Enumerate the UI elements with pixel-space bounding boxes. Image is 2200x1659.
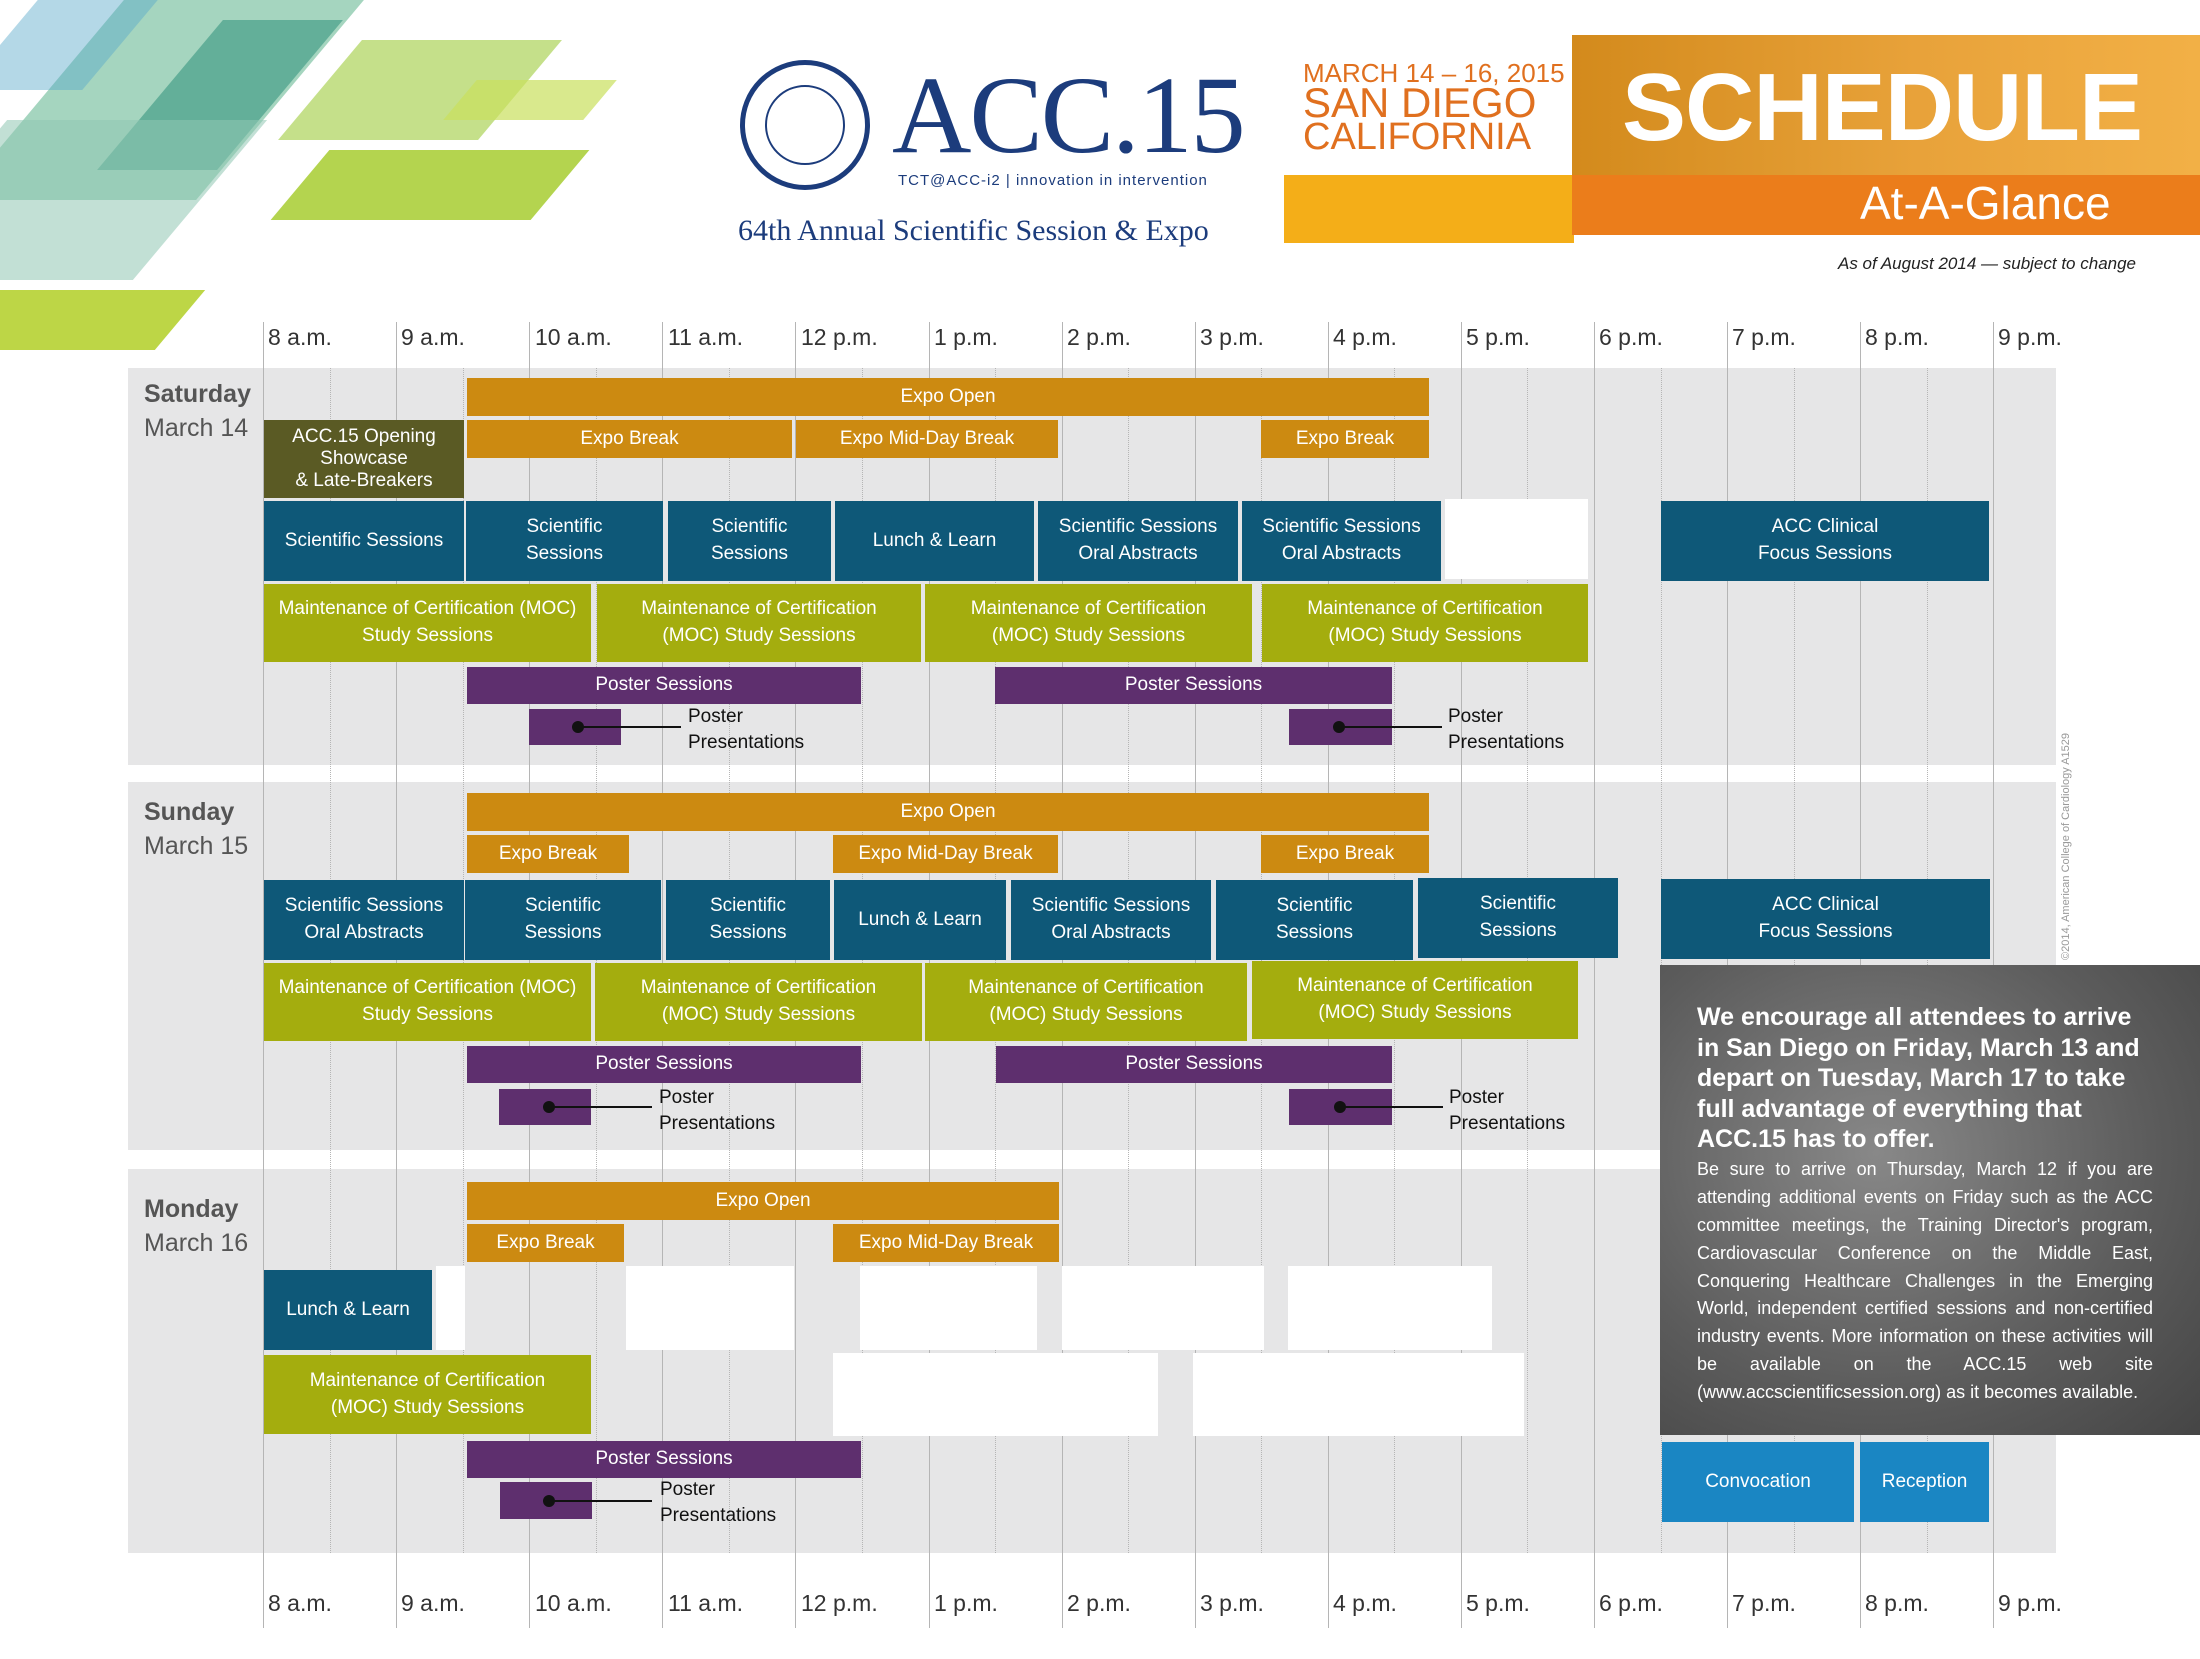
event-city: SAN DIEGO	[1303, 79, 1537, 126]
event-dates: MARCH 14 – 16, 2015	[1303, 58, 1565, 88]
hour-label: 9 a.m.	[401, 324, 465, 350]
scientific-sessions-oral-bar[interactable]: Scientific Sessions Oral Abstracts	[1038, 501, 1238, 581]
day-date-sunday: March 15	[144, 832, 249, 860]
expo-break-bar[interactable]: Expo Break	[467, 835, 629, 873]
hour-label: 4 p.m.	[1333, 324, 1397, 350]
moc-study-bar[interactable]: Maintenance of Certification (MOC) Study Sessions	[1252, 961, 1578, 1039]
event-state: CALIFORNIA	[1303, 116, 1532, 158]
poster-sessions-bar[interactable]: Poster Sessions	[467, 1441, 861, 1478]
hour-label: 9 a.m.	[401, 1590, 465, 1616]
expo-open-bar[interactable]: Expo Open	[467, 793, 1429, 831]
day-name-monday: Monday	[144, 1195, 239, 1223]
acc-clinical-focus-bar[interactable]: ACC Clinical Focus Sessions	[1661, 879, 1990, 959]
acc-clinical-focus-bar[interactable]: ACC Clinical Focus Sessions	[1661, 501, 1989, 581]
empty-slot	[1062, 1266, 1264, 1350]
pointer-line	[578, 726, 681, 728]
hour-label: 9 p.m.	[1998, 1590, 2062, 1616]
info-body: Be sure to arrive on Thursday, March 12 if you are attending additional events on Friday such as the ACC committee meetings, the Training Director's program, Cardiovascular Conference on the Middle East, Conquering Healthcare Challenges in the Emerging World, independent certified sessions and non-certified industry events. More information on these activities will be available on the ACC.15 web site (www.accscientificsession.org) as it becomes available.	[1697, 1159, 2153, 1403]
hour-label: 6 p.m.	[1599, 1590, 1663, 1616]
scientific-sessions-bar[interactable]: Scientific Sessions	[666, 880, 830, 960]
hour-gridline	[1594, 322, 1595, 1628]
day-date-monday: March 16	[144, 1229, 249, 1257]
moc-study-bar[interactable]: Maintenance of Certification (MOC) Study Sessions	[264, 1355, 591, 1434]
hour-label: 10 a.m.	[535, 324, 612, 350]
scientific-sessions-bar[interactable]: Scientific Sessions	[668, 501, 831, 581]
expo-midday-break-bar[interactable]: Expo Mid-Day Break	[833, 835, 1058, 873]
moc-study-bar[interactable]: Maintenance of Certification (MOC) Study Sessions	[925, 963, 1247, 1041]
info-headline: We encourage all attendees to arrive in San Diego on Friday, March 13 and depart on Tuesday, March 17 to take full advantage of everything that ACC.15 has to offer.	[1697, 1003, 2140, 1153]
poster-presentations-label: Poster Presentations	[1448, 706, 1565, 753]
pointer-line	[1339, 726, 1442, 728]
expo-break-bar[interactable]: Expo Break	[1261, 420, 1429, 458]
hour-label: 5 p.m.	[1466, 324, 1530, 350]
empty-slot	[626, 1266, 794, 1350]
scientific-sessions-oral-bar[interactable]: Scientific Sessions Oral Abstracts	[264, 880, 464, 960]
logo-title: ACC.15	[892, 54, 1244, 176]
hour-label: 11 a.m.	[668, 324, 743, 350]
hour-label: 4 p.m.	[1333, 1590, 1397, 1616]
moc-study-bar[interactable]: Maintenance of Certification (MOC) Study Sessions	[264, 963, 591, 1041]
logo-subtitle: 64th Annual Scientific Session & Expo	[738, 214, 1209, 247]
moc-study-bar[interactable]: Maintenance of Certification (MOC) Study Sessions	[1262, 584, 1588, 662]
hour-label: 8 a.m.	[268, 1590, 332, 1616]
hour-label: 12 p.m.	[801, 1590, 878, 1616]
expo-break-bar[interactable]: Expo Break	[467, 1224, 624, 1262]
lunch-and-learn-bar[interactable]: Lunch & Learn	[835, 501, 1034, 581]
hour-label: 11 a.m.	[668, 1590, 743, 1616]
hour-label: 2 p.m.	[1067, 324, 1131, 350]
copyright-note: ©2014, American College of Cardiology A1529	[2060, 732, 2072, 960]
empty-slot	[1193, 1353, 1524, 1436]
hour-label: 7 p.m.	[1732, 1590, 1796, 1616]
poster-sessions-bar[interactable]: Poster Sessions	[995, 667, 1392, 704]
reception-bar[interactable]: Reception	[1860, 1442, 1989, 1522]
moc-study-bar[interactable]: Maintenance of Certification (MOC) Study Sessions	[925, 584, 1252, 662]
hour-label: 5 p.m.	[1466, 1590, 1530, 1616]
empty-slot	[1288, 1266, 1492, 1350]
poster-sessions-bar[interactable]: Poster Sessions	[467, 667, 861, 704]
expo-open-bar[interactable]: Expo Open	[467, 1182, 1059, 1220]
poster-presentations-label: Poster Presentations	[660, 1479, 777, 1526]
hour-label: 8 p.m.	[1865, 324, 1929, 350]
empty-slot	[436, 1266, 465, 1350]
hour-label: 3 p.m.	[1200, 324, 1264, 350]
as-of-note: As of August 2014 — subject to change	[1838, 254, 2137, 273]
expo-break-bar[interactable]: Expo Break	[1261, 835, 1429, 873]
moc-study-bar[interactable]: Maintenance of Certification (MOC) Study Sessions	[597, 584, 921, 662]
scientific-sessions-bar[interactable]: Scientific Sessions	[1216, 880, 1413, 960]
pointer-line	[1340, 1106, 1443, 1108]
poster-presentations-label: Poster Presentations	[688, 706, 805, 753]
lunch-and-learn-bar[interactable]: Lunch & Learn	[264, 1270, 432, 1350]
empty-slot	[1445, 499, 1588, 579]
day-date-saturday: March 14	[144, 414, 249, 442]
expo-midday-break-bar[interactable]: Expo Mid-Day Break	[796, 420, 1058, 458]
scientific-sessions-oral-bar[interactable]: Scientific Sessions Oral Abstracts	[1242, 501, 1441, 581]
pointer-line	[549, 1500, 652, 1502]
acc-seal-logo	[740, 60, 870, 190]
scientific-sessions-bar[interactable]: Scientific Sessions	[1418, 878, 1618, 958]
moc-study-bar[interactable]: Maintenance of Certification (MOC) Study Sessions	[264, 584, 591, 662]
expo-open-bar[interactable]: Expo Open	[467, 378, 1429, 416]
lunch-and-learn-bar[interactable]: Lunch & Learn	[834, 880, 1006, 960]
pointer-line	[549, 1106, 652, 1108]
hour-label: 9 p.m.	[1998, 324, 2062, 350]
scientific-sessions-bar[interactable]: Scientific Sessions	[264, 501, 464, 581]
hour-label: 2 p.m.	[1067, 1590, 1131, 1616]
poster-presentations-label: Poster Presentations	[1449, 1087, 1566, 1134]
hour-label: 8 a.m.	[268, 324, 332, 350]
empty-slot	[860, 1266, 1037, 1350]
empty-slot	[833, 1353, 1158, 1436]
moc-study-bar[interactable]: Maintenance of Certification (MOC) Study Sessions	[595, 963, 922, 1041]
hour-label: 6 p.m.	[1599, 324, 1663, 350]
hour-label: 1 p.m.	[934, 1590, 998, 1616]
schedule-title: SCHEDULE	[1622, 54, 2143, 161]
logo-tagline: TCT@ACC-i2 | innovation in intervention	[898, 172, 1208, 189]
expo-midday-break-bar[interactable]: Expo Mid-Day Break	[833, 1224, 1059, 1262]
poster-sessions-bar[interactable]: Poster Sessions	[996, 1046, 1392, 1083]
day-name-sunday: Sunday	[144, 798, 235, 826]
day-name-saturday: Saturday	[144, 380, 251, 408]
poster-sessions-bar[interactable]: Poster Sessions	[467, 1046, 861, 1083]
hour-label: 8 p.m.	[1865, 1590, 1929, 1616]
hour-label: 7 p.m.	[1732, 324, 1796, 350]
expo-break-bar[interactable]: Expo Break	[467, 420, 792, 458]
scientific-sessions-bar[interactable]: Scientific Sessions	[465, 880, 661, 960]
yellow-band	[1284, 175, 1574, 243]
hour-label: 3 p.m.	[1200, 1590, 1264, 1616]
convocation-bar[interactable]: Convocation	[1662, 1442, 1854, 1522]
schedule-subtitle: At-A-Glance	[1860, 177, 2111, 229]
scientific-sessions-oral-bar[interactable]: Scientific Sessions Oral Abstracts	[1011, 880, 1211, 960]
poster-presentations-label: Poster Presentations	[659, 1087, 776, 1134]
hour-label: 1 p.m.	[934, 324, 998, 350]
opening-showcase-bar[interactable]: ACC.15 Opening Showcase & Late-Breakers	[264, 420, 464, 498]
hour-label: 10 a.m.	[535, 1590, 612, 1616]
scientific-sessions-bar[interactable]: Scientific Sessions	[466, 501, 663, 581]
hour-label: 12 p.m.	[801, 324, 878, 350]
